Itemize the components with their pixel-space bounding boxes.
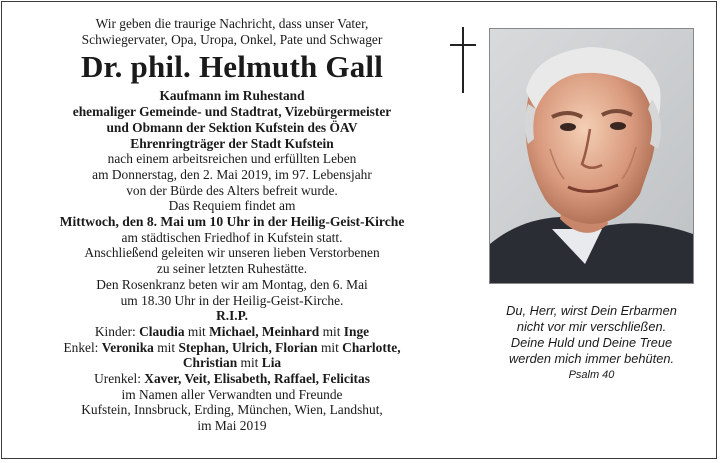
child-name: Michael, Meinhard: [209, 323, 320, 339]
family-grandchildren: [32, 340, 432, 356]
intro-line: Schwiegervater, Opa, Uropa, Onkel, Pate und Schwager: [81, 31, 383, 47]
requiem-date: Mittwoch, den 8. Mai um 10 Uhr in der Heilig-Geist-Kirche: [59, 214, 405, 230]
psalm-line: Du, Herr, wirst Dein Erbarmen: [506, 303, 677, 318]
grandchildren-label: Enkel:: [63, 339, 99, 355]
obituary-text: [32, 16, 432, 434]
cross-icon: [450, 27, 476, 93]
connector: mit: [157, 339, 176, 355]
title-line: und Obmann der Sektion Kufstein des ÖAV: [106, 119, 358, 135]
great-grandchildren-label: Urenkel:: [94, 371, 141, 387]
requiem-line: Anschließend geleiten wir unseren lieben Verstorbenen: [84, 245, 380, 261]
grandchild-name: Stephan, Ulrich, Florian: [178, 339, 318, 355]
title-line: ehemaliger Gemeinde- und Stadtrat, Vizebürgermeister: [72, 104, 392, 120]
closing-line: im Namen aller Verwandten und Freunde: [121, 386, 343, 402]
requiem-line: zu seiner letzten Ruhestätte.: [156, 261, 308, 277]
psalm-line: Deine Huld und Deine Treue: [510, 335, 673, 350]
grandchild-name: Veronika: [101, 339, 154, 355]
intro-line: Wir geben die traurige Nachricht, dass unser Vater,: [95, 16, 369, 31]
portrait-illustration: [490, 29, 693, 283]
grandchild-name: Christian: [182, 355, 238, 371]
great-grandchild-names: Xaver, Veit, Elisabeth, Raffael, Felicitas: [144, 371, 370, 387]
requiem-intro: Das Requiem findet am: [168, 198, 296, 214]
requiem-line: am städtischen Friedhof in Kufstein statt.: [121, 229, 343, 245]
connector: mit: [322, 323, 341, 339]
grandchild-name: Charlotte,: [342, 339, 401, 355]
family-grandchildren-cont: [32, 355, 432, 371]
portrait-photo: [489, 28, 694, 284]
title-line: Ehrenringträger der Stadt Kufstein: [130, 135, 334, 151]
rosary-line: um 18.30 Uhr in der Heilig-Geist-Kirche.: [120, 292, 344, 308]
child-name: Inge: [343, 323, 370, 339]
grandchild-name: Lia: [261, 355, 282, 371]
rosary-line: Den Rosenkranz beten wir am Montag, den 6. Mai: [96, 276, 368, 292]
closing-line: Kufstein, Innsbruck, Erding, München, Wien, Landshut,: [81, 402, 383, 418]
psalm-reference: Psalm 40: [568, 369, 615, 381]
child-name: Claudia: [139, 323, 185, 339]
psalm-quote: [489, 303, 694, 382]
family-great-grandchildren: [32, 371, 432, 387]
psalm-line: werden mich immer behüten.: [508, 351, 674, 366]
rip: R.I.P.: [216, 308, 248, 324]
family-children: [32, 324, 432, 340]
closing-line: im Mai 2019: [197, 418, 267, 434]
connector: mit: [320, 339, 339, 355]
obituary-card: [1, 1, 717, 459]
passing-line: von der Bürde des Alters befreit wurde.: [126, 182, 338, 198]
passing-line: am Donnerstag, den 2. Mai 2019, im 97. Lebensjahr: [92, 166, 372, 182]
passing-line: nach einem arbeitsreichen und erfüllten Leben: [107, 151, 357, 167]
connector: mit: [187, 323, 206, 339]
children-label: Kinder:: [94, 323, 136, 339]
title-line: Kaufmann im Ruhestand: [159, 88, 305, 104]
psalm-line: nicht vor mir verschließen.: [516, 319, 667, 334]
deceased-name: Dr. phil. Helmuth Gall: [80, 49, 384, 85]
connector: mit: [240, 355, 259, 371]
